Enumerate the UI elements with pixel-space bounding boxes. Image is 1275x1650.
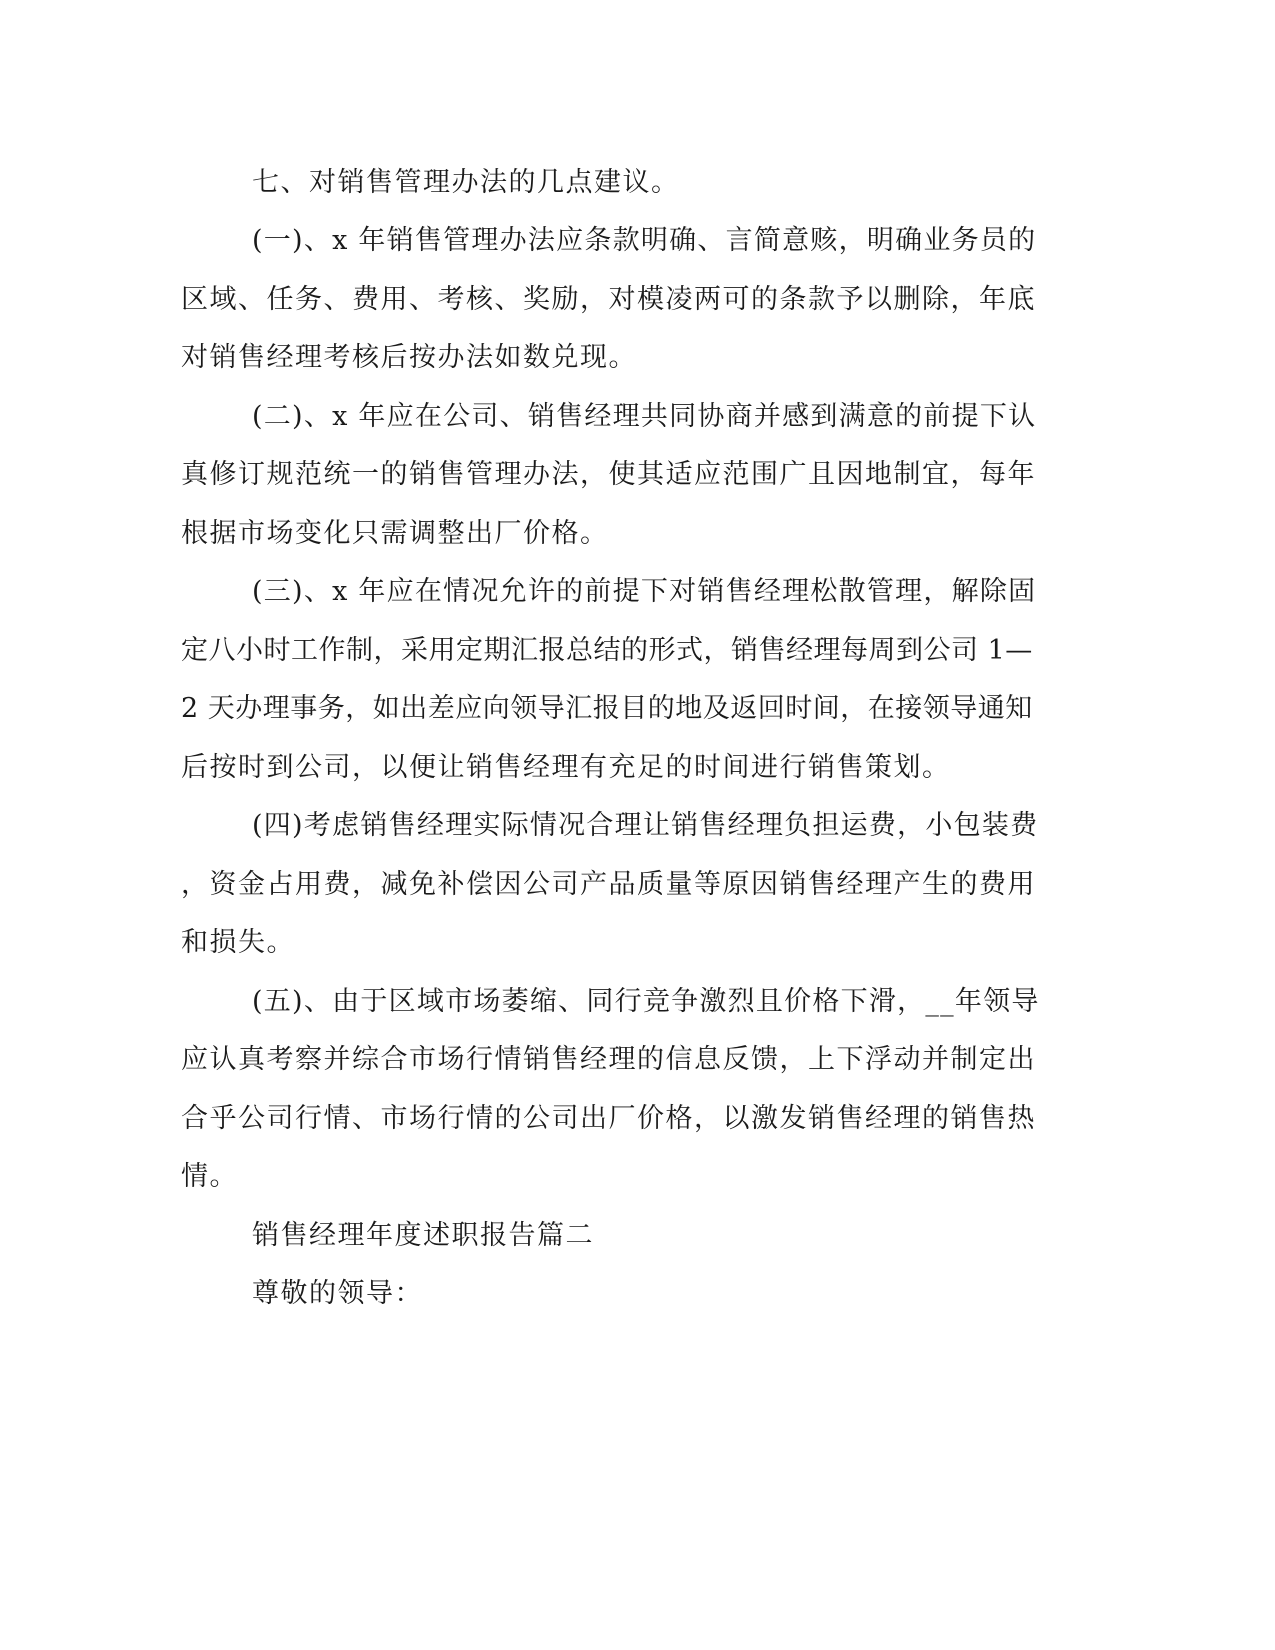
paragraph-line: (四)考虑销售经理实际情况合理让销售经理负担运费，小包装费 — [252, 810, 1039, 841]
paragraph-line: 应认真考察并综合市场行情销售经理的信息反馈，上下浮动并制定出 — [181, 1044, 1036, 1075]
paragraph-line: 定八小时工作制，采用定期汇报总结的形式，销售经理每周到公司 1— — [181, 635, 1033, 666]
paragraph-line: 情。 — [181, 1161, 238, 1192]
salutation: 尊敬的领导： — [252, 1278, 423, 1309]
paragraph-line: 对销售经理考核后按办法如数兑现。 — [181, 342, 637, 373]
paragraph-line: 区域、任务、费用、考核、奖励，对模凌两可的条款予以删除，年底 — [181, 284, 1036, 315]
section-heading: 七、对销售管理办法的几点建议。 — [252, 167, 680, 198]
paragraph-line: 根据市场变化只需调整出厂价格。 — [181, 518, 609, 549]
paragraph-line: (一)、x 年销售管理办法应条款明确、言简意赅，明确业务员的 — [252, 225, 1037, 256]
paragraph-line: ，资金占用费，减免补偿因公司产品质量等原因销售经理产生的费用 — [181, 869, 1036, 900]
paragraph-line: 合乎公司行情、市场行情的公司出厂价格，以激发销售经理的销售热 — [181, 1103, 1036, 1134]
paragraph-line: 2 天办理事务，如出差应向领导汇报目的地及返回时间，在接领导通知 — [181, 693, 1033, 724]
paragraph-line: 和损失。 — [181, 927, 295, 958]
paragraph-line: 真修订规范统一的销售管理办法，使其适应范围广且因地制宜，每年 — [181, 459, 1036, 490]
paragraph-line: 后按时到公司，以便让销售经理有充足的时间进行销售策划。 — [181, 752, 951, 783]
paragraph-line: (五)、由于区域市场萎缩、同行竞争激烈且价格下滑，__年领导 — [252, 986, 1040, 1017]
paragraph-line: (三)、x 年应在情况允许的前提下对销售经理松散管理，解除固 — [252, 576, 1037, 607]
report-title: 销售经理年度述职报告篇二 — [252, 1220, 594, 1251]
paragraph-line: (二)、x 年应在公司、销售经理共同协商并感到满意的前提下认 — [252, 401, 1037, 432]
